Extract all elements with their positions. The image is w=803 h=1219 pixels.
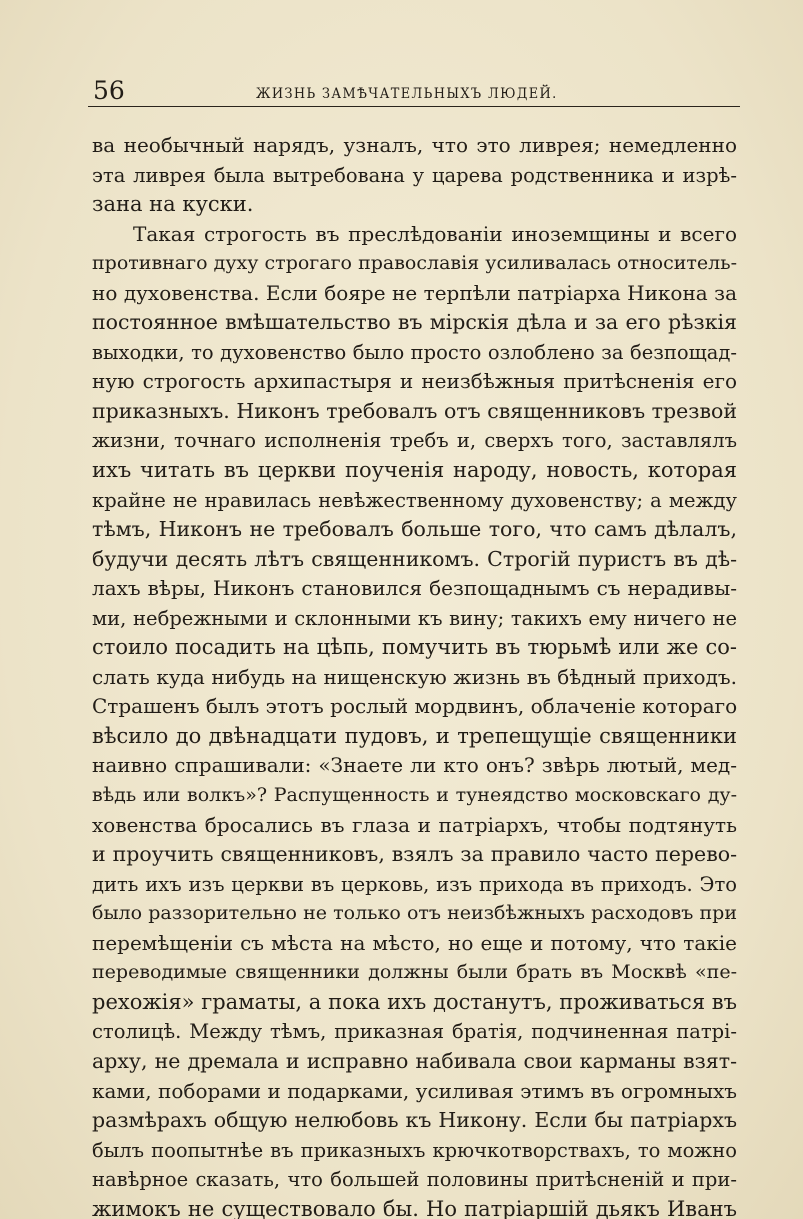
text-line: ихъ читать въ церкви поученія народу, новость, которая: [92, 458, 737, 483]
text-line: слать куда нибудь на нищенскую жизнь въ бѣдный приходъ.: [92, 664, 737, 689]
text-line: Страшенъ былъ этотъ рослый мордвинъ, облаченіе котораго: [92, 694, 737, 719]
text-line: рехожія» граматы, а пока ихъ достанутъ, проживаться въ: [92, 989, 737, 1014]
text-line: постоянное вмѣшательство въ мірскія дѣла и за его рѣзкія: [92, 310, 737, 335]
text-line: выходки, то духовенство было просто озлоблено за безпощад-: [92, 340, 737, 364]
text-line: было раззорительно не только отъ неизбѣжныхъ расходовъ при: [92, 902, 737, 925]
text-line: крайне не нравилась невѣжественному духовенству; а между: [92, 488, 737, 512]
text-line: будучи десять лѣтъ священникомъ. Строгій пуристъ въ дѣ-: [92, 546, 737, 571]
text-line: противнаго духу строгаго православія усиливалась относитель-: [92, 252, 737, 275]
page-header: [88, 76, 740, 107]
body-text: [92, 131, 737, 1219]
text-line: жимокъ не существовало бы. Но патріаршій дьякъ Иванъ: [92, 1196, 737, 1219]
text-line: навѣрное сказать, что большей половины притѣсненій и при-: [92, 1168, 737, 1192]
text-line: лахъ вѣры, Никонъ становился безпощаднымъ съ нерадивы-: [92, 576, 737, 601]
text-line: приказныхъ. Никонъ требовалъ отъ священниковъ трезвой: [92, 398, 737, 423]
running-title: ЖИЗНЬ ЗАМѢЧАТЕЛЬНЫХЪ ЛЮДЕЙ.: [256, 86, 558, 102]
text-line: и проучить священниковъ, взялъ за правило часто перево-: [92, 842, 737, 867]
text-line: ми, небрежными и склонными къ вину; такихъ ему ничего не: [92, 606, 737, 630]
text-line: стоило посадить на цѣпь, помучить въ тюрьмѣ или же со-: [92, 635, 737, 660]
text-line: зана на куски.: [92, 192, 254, 217]
text-line: арху, не дремала и исправно набивала свои карманы взят-: [92, 1048, 737, 1073]
text-line: ную строгость архипастыря и неизбѣжныя притѣсненія его: [92, 369, 737, 394]
text-line: былъ поопытнѣе въ приказныхъ крючкотворствахъ, то можно: [92, 1138, 737, 1162]
text-line: размѣрахъ общую нелюбовь къ Никону. Если бы патріархъ: [92, 1108, 737, 1133]
text-line: ками, поборами и подарками, усиливая этимъ въ огромныхъ: [92, 1078, 737, 1103]
text-line: переводимые священники должны были брать въ Москвѣ «пе-: [92, 961, 737, 984]
text-line: эта ливрея была вытребована у царева родственника и изрѣ-: [92, 163, 737, 187]
text-line: но духовенства. Если бояре не терпѣли патріарха Никона за: [92, 280, 737, 305]
paragraph-first-line: Такая строгость въ преслѣдованіи иноземщины и всего: [133, 221, 737, 246]
text-line: перемѣщеніи съ мѣста на мѣсто, но еще и потому, что такіе: [92, 930, 737, 955]
text-line: жизни, точнаго исполненія требъ и, сверхъ того, заставлялъ: [92, 429, 737, 453]
page-number: 56: [93, 76, 125, 105]
text-line: ховенства бросались въ глаза и патріархъ, чтобы подтянуть: [92, 812, 737, 837]
text-line: вѣдь или волкъ»? Распущенность и тунеядство московскаго ду-: [92, 784, 737, 807]
text-line: дить ихъ изъ церкви въ церковь, изъ прихода въ приходъ. Это: [92, 872, 737, 896]
text-line: вѣсило до двѣнадцати пудовъ, и трепещущіе священники: [92, 723, 737, 748]
text-line: наивно спрашивали: «Знаете ли кто онъ? звѣрь лютый, мед-: [92, 753, 737, 778]
text-line: тѣмъ, Никонъ не требовалъ больше того, что самъ дѣлалъ,: [92, 517, 737, 542]
text-line: ва необычный нарядъ, узналъ, что это ливрея; немедленно: [92, 133, 737, 157]
text-line: столицѣ. Между тѣмъ, приказная братія, подчиненная патрі-: [92, 1020, 737, 1044]
